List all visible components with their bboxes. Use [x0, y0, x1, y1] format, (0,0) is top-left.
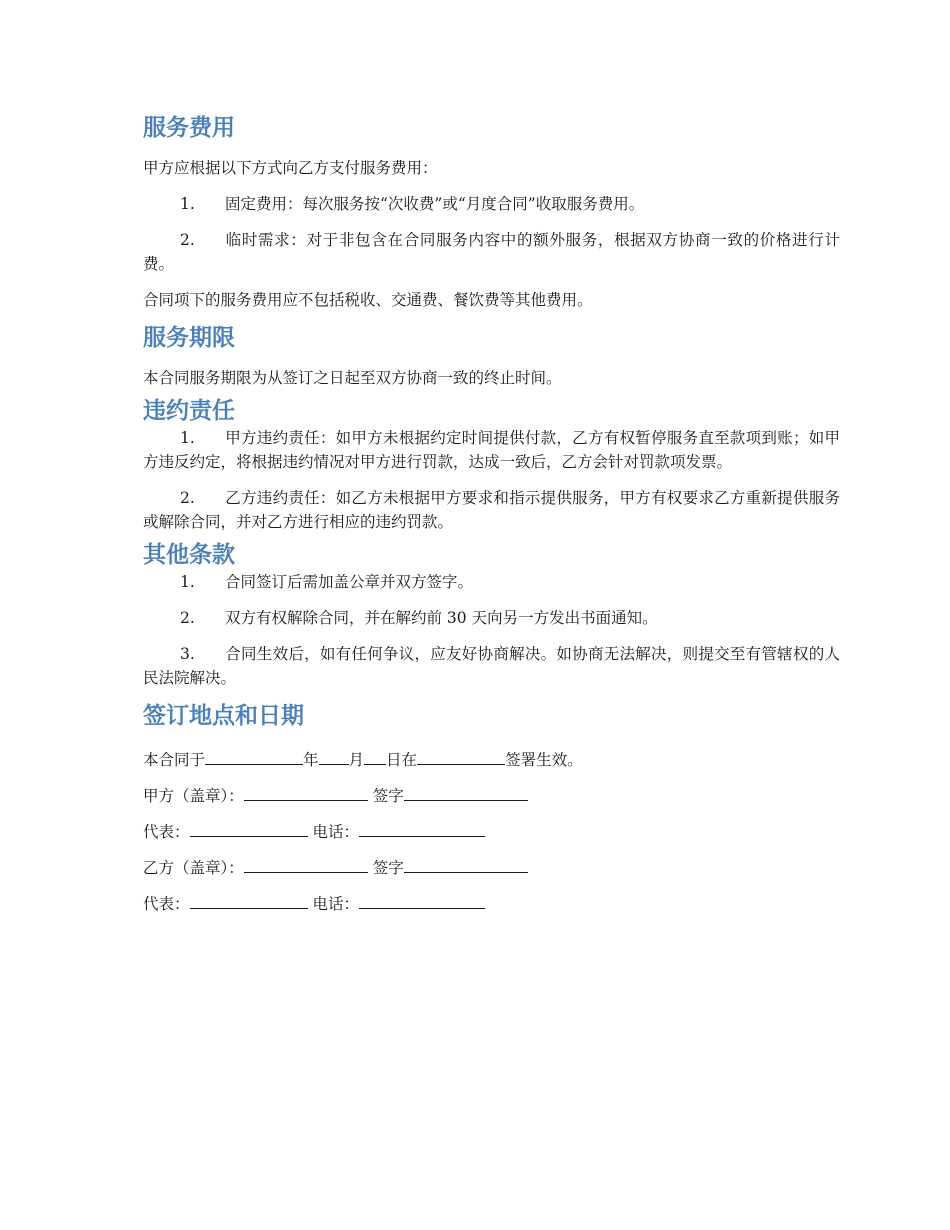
other-item-3 [143, 642, 840, 690]
fee-item-1-num: 1. [180, 195, 195, 213]
day-blank[interactable] [364, 748, 386, 765]
fee-item-1-text: 固定费用：每次服务按“次收费”或“月度合同”收取服务费用。 [225, 195, 645, 213]
party-a-sign-label: 签字 [372, 787, 404, 805]
party-a-sign-blank[interactable] [404, 784, 528, 801]
place-blank[interactable] [417, 748, 505, 765]
breach-item-1-num: 1. [180, 429, 195, 447]
fee-item-2-num: 2. [180, 231, 195, 249]
month-blank[interactable] [319, 748, 349, 765]
year-blank[interactable] [205, 748, 303, 765]
heading-breach: 违约责任 [143, 398, 235, 424]
rep-b-label: 代表： [143, 895, 190, 913]
other-item-3-num: 3. [180, 645, 195, 663]
rep-a-name-blank[interactable] [190, 820, 308, 837]
rep-b-phone-blank[interactable] [359, 892, 485, 909]
rep-b-name-blank[interactable] [190, 892, 308, 909]
other-item-1-num: 1. [180, 573, 195, 591]
other-item-3-text: 合同生效后，如有任何争议，应友好协商解决。如协商无法解决，则提交至有管辖权的人民法院解决。 [143, 645, 840, 687]
date-year: 年 [303, 751, 319, 769]
fee-item-2-text: 临时需求：对于非包含在合同服务内容中的额外服务，根据双方协商一致的价格进行计费。 [143, 231, 840, 273]
other-item-2 [143, 606, 840, 630]
fee-note: 合同项下的服务费用应不包括税收、交通费、餐饮费等其他费用。 [143, 291, 593, 309]
breach-item-2-text: 乙方违约责任：如乙方未根据甲方要求和指示提供服务，甲方有权要求乙方重新提供服务或解除合同，并对乙方进行相应的违约罚款。 [143, 489, 840, 531]
signing-date-line [143, 748, 840, 772]
heading-signing: 签订地点和日期 [143, 703, 304, 729]
heading-service-term: 服务期限 [143, 325, 235, 351]
heading-other-terms: 其他条款 [143, 542, 235, 568]
rep-a-phone-blank[interactable] [359, 820, 485, 837]
breach-item-1 [143, 426, 840, 474]
rep-b-phone-label: 电话： [312, 895, 359, 913]
fee-item-2 [143, 228, 840, 276]
rep-a-line [143, 820, 840, 844]
breach-item-2-num: 2. [180, 489, 195, 507]
party-a-label: 甲方（盖章）： [143, 787, 244, 805]
other-item-1-text: 合同签订后需加盖公章并双方签字。 [225, 573, 474, 591]
other-item-1 [143, 570, 840, 594]
date-day: 日在 [386, 751, 418, 769]
other-item-2-text: 双方有权解除合同，并在解约前 30 天向另一方发出书面通知。 [225, 609, 658, 627]
breach-item-1-text: 甲方违约责任：如甲方未根据约定时间提供付款，乙方有权暂停服务直至款项到账；如甲方违反约定，将根据违约情况对甲方进行罚款，达成一致后，乙方会针对罚款项发票。 [143, 429, 840, 471]
breach-item-2 [143, 486, 840, 534]
party-b-sign-blank[interactable] [404, 856, 528, 873]
term-text: 本合同服务期限为从签订之日起至双方协商一致的终止时间。 [143, 369, 562, 387]
date-prefix: 本合同于 [143, 751, 206, 769]
contract-page [143, 108, 840, 916]
other-item-2-num: 2. [180, 609, 195, 627]
fee-item-1 [143, 192, 840, 216]
party-a-seal-blank[interactable] [244, 784, 368, 801]
fee-intro: 甲方应根据以下方式向乙方支付服务费用： [143, 159, 438, 177]
party-b-label: 乙方（盖章）： [143, 859, 244, 877]
rep-b-line [143, 892, 840, 916]
party-a-line [143, 784, 840, 808]
rep-a-label: 代表： [143, 823, 190, 841]
date-month: 月 [348, 751, 365, 769]
heading-service-fee: 服务费用 [143, 115, 235, 141]
party-b-line [143, 856, 840, 880]
party-b-seal-blank[interactable] [244, 856, 368, 873]
date-suffix: 签署生效。 [505, 751, 583, 769]
rep-a-phone-label: 电话： [312, 823, 359, 841]
party-b-sign-label: 签字 [372, 859, 404, 877]
